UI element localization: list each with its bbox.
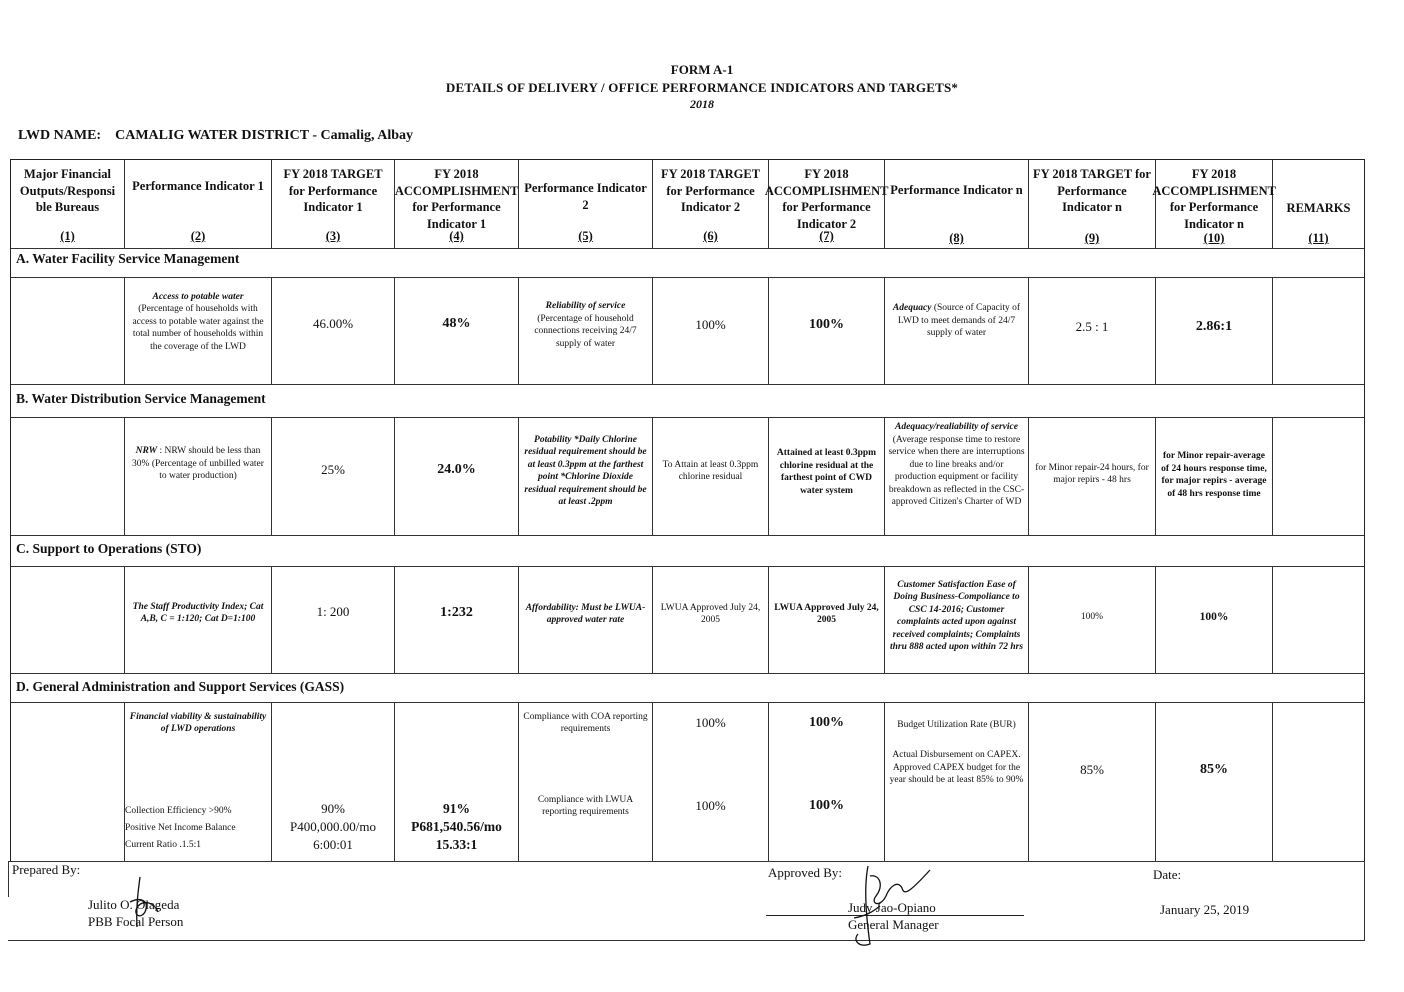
d-accomp-1-item: 15.33:1 (435, 837, 478, 852)
a-pin-title: Adequacy (892, 303, 932, 313)
col-header-5: Performance Indicator 2 (524, 181, 647, 212)
d-accomp-1-item: 91% (443, 801, 470, 816)
b-accomp-2: Attained at least 0.3ppm chlorine residual at the farthest point of CWD water system (776, 448, 877, 496)
b-accomp-1: 24.0% (437, 462, 476, 477)
c-accomp-2: LWUA Approved July 24, 2005 (774, 602, 879, 625)
c-accomp-n: 100% (1199, 610, 1229, 623)
col-num-10: (10) (1203, 231, 1225, 245)
date-value: January 25, 2019 (1160, 902, 1250, 917)
section-c-title: C. Support to Operations (STO) (16, 541, 202, 556)
d-pi1-item: Positive Net Income Balance (125, 823, 236, 833)
d-pi1-items (125, 803, 271, 854)
section-a-title: A. Water Facility Service Management (16, 251, 240, 266)
approved-by-title: General Manager (848, 917, 939, 932)
a-pi2 (519, 290, 652, 360)
a-accomp-2: 100% (809, 317, 844, 332)
form-subtitle: DETAILS OF DELIVERY / OFFICE PERFORMANCE INDICATORS AND TARGETS* (445, 80, 959, 95)
d-target-1-item: 6:00:01 (313, 837, 353, 852)
col-header-10: FY 2018 ACCOMPLISHMENT for Performance Indicator n (1152, 167, 1276, 231)
d-target-2-lwua: 100% (695, 798, 726, 813)
a-pin (885, 300, 1028, 350)
col-header-1: Major Financial Outputs/Responsi ble Bureaus (19, 167, 116, 214)
form-title: FORM A-1 (670, 62, 734, 77)
col-num-4: (4) (449, 229, 464, 243)
col-header-4: FY 2018 ACCOMPLISHMENT for Performance Indicator 1 (394, 167, 519, 231)
d-target-1-item: P400,000.00/mo (290, 819, 376, 834)
a-accomp-1: 48% (442, 316, 471, 331)
a-target-1: 46.00% (312, 316, 354, 331)
a-pi1-desc: (Percentage of households with access to potable water against the total number of households within the coverage of the LWD (132, 304, 264, 352)
d-pi2-coa: Compliance with COA reporting requirements (523, 711, 648, 734)
approved-by-label: Approved By: (768, 865, 843, 880)
a-pi1 (125, 282, 271, 362)
a-pi2-title: Reliability of service (545, 301, 626, 311)
d-accomp-2-coa: 100% (809, 715, 844, 730)
d-pi1-title: Financial viability & sustainability of LWD operations (129, 711, 267, 734)
col-header-6: FY 2018 TARGET for Performance Indicator 2 (660, 167, 761, 214)
approved-signature-icon (840, 856, 940, 950)
prepared-by-label: Prepared By: (12, 862, 81, 877)
col-num-7: (7) (819, 229, 834, 243)
col-num-1: (1) (60, 229, 75, 243)
d-pin-capex: Actual Disbursement on CAPEX. Approved CAPEX budget for the year should be at least 85% to 90% (889, 750, 1024, 786)
prepared-signature-icon (110, 872, 170, 932)
col-header-3: FY 2018 TARGET for Performance Indicator 1 (283, 167, 383, 214)
col-num-5: (5) (578, 229, 593, 243)
b-pin (885, 421, 1028, 525)
a-pin-desc: (Source of Capacity of LWD to meet demands of 24/7 supply of water (897, 303, 1021, 338)
b-target-2: To Attain at least 0.3ppm chlorine residual (662, 459, 759, 482)
col-num-8: (8) (949, 231, 964, 245)
d-accomp-2-lwua: 100% (809, 798, 844, 813)
c-pin: Customer Satisfaction Ease of Doing Business-Compoliance to CSC 14-2016; Customer complaints acted upon against received complaints; Complaints thru 888 acted upon within 72 hrs (889, 579, 1024, 652)
col-num-6: (6) (703, 229, 718, 243)
d-target-2-coa: 100% (695, 715, 726, 730)
b-target-n: for Minor repair-24 hours, for major repirs - 48 hrs (1035, 462, 1149, 485)
approved-by-name: Judy Jao-Opiano (848, 900, 936, 915)
c-pi2: Affordability: Must be LWUA-approved water rate (525, 602, 646, 625)
a-pi1-title: Access to potable water (152, 291, 244, 302)
b-accomp-n: for Minor repair-average of 24 hours response time, for major repirs - average of 48 hrs response time (1161, 451, 1267, 499)
d-accomp-1-item: P681,540.56/mo (411, 819, 502, 834)
d-pin-bur: Budget Utilization Rate (BUR) (897, 719, 1016, 730)
col-num-9: (9) (1084, 231, 1100, 245)
col-header-11: REMARKS (1286, 201, 1351, 215)
b-pi1-title: NRW (135, 446, 158, 456)
lwd-name: CAMALIG WATER DISTRICT - Camalig, Albay (115, 128, 414, 143)
col-header-9: FY 2018 TARGET for Performance Indicator n (1033, 167, 1151, 214)
d-pi1-item: Collection Efficiency >90% (125, 806, 232, 816)
section-b-title: B. Water Distribution Service Management (16, 391, 266, 406)
col-num-2: (2) (190, 229, 206, 243)
d-accomp-n: 85% (1200, 762, 1228, 777)
b-pin-title: Adequacy/realiability of service (895, 422, 1018, 432)
d-target-n: 85% (1080, 762, 1104, 777)
c-target-n: 100% (1080, 611, 1104, 622)
a-target-n: 2.5 : 1 (1075, 319, 1109, 334)
form-year: 2018 (690, 97, 714, 111)
d-accomp-1 (395, 800, 518, 854)
col-header-7: FY 2018 ACCOMPLISHMENT for Performance Indicator 2 (764, 167, 889, 231)
prepared-by-name: Julito O. Olageda (88, 897, 180, 912)
c-pi1: The Staff Productivity Index; Cat A,B, C = 1:120; Cat D=1:100 (132, 601, 264, 624)
col-header-8: Performance Indicator n (890, 183, 1023, 197)
section-d-title: D. General Administration and Support Services (GASS) (16, 679, 345, 694)
a-pi2-desc: (Percentage of household connections receiving 24/7 supply of water (534, 313, 637, 349)
col-num-11: (11) (1308, 231, 1329, 245)
d-target-1 (272, 800, 394, 854)
d-pi2-lwua: Compliance with LWUA reporting requirements (537, 794, 634, 817)
d-pi1-item: Current Ratio .1.5:1 (125, 840, 201, 850)
b-pi1 (125, 445, 271, 493)
c-accomp-1: 1:232 (440, 605, 473, 620)
prepared-by-title: PBB Focal Person (88, 914, 184, 929)
b-pi1-desc: : NRW should be less than 30% (Percentage of unbilled water to water production) (132, 446, 264, 481)
date-label: Date: (1153, 867, 1182, 882)
b-target-1: 25% (321, 462, 345, 477)
d-target-1-item: 90% (321, 801, 345, 816)
lwd-label: LWD NAME: (18, 128, 102, 143)
a-target-2: 100% (695, 317, 726, 332)
b-pi2: Potability *Daily Chlorine residual requirement should be at least 0.3ppm at the farthest point *Chlorine Dioxide residual requirement should be at least .2ppm (524, 434, 647, 507)
col-header-2: Performance Indicator 1 (132, 179, 264, 193)
b-pin-desc: (Average response time to restore service when there are interruptions due to line breaks and/or production equipment or facility breakdown as reflected in the CSC-approved Citizen's Charter of WD (888, 434, 1025, 507)
c-target-1: 1: 200 (316, 604, 350, 619)
c-target-2: LWUA Approved July 24, 2005 (660, 602, 761, 625)
col-num-3: (3) (325, 229, 341, 243)
lwd-name-line (18, 128, 413, 144)
a-accomp-n: 2.86:1 (1195, 319, 1233, 334)
